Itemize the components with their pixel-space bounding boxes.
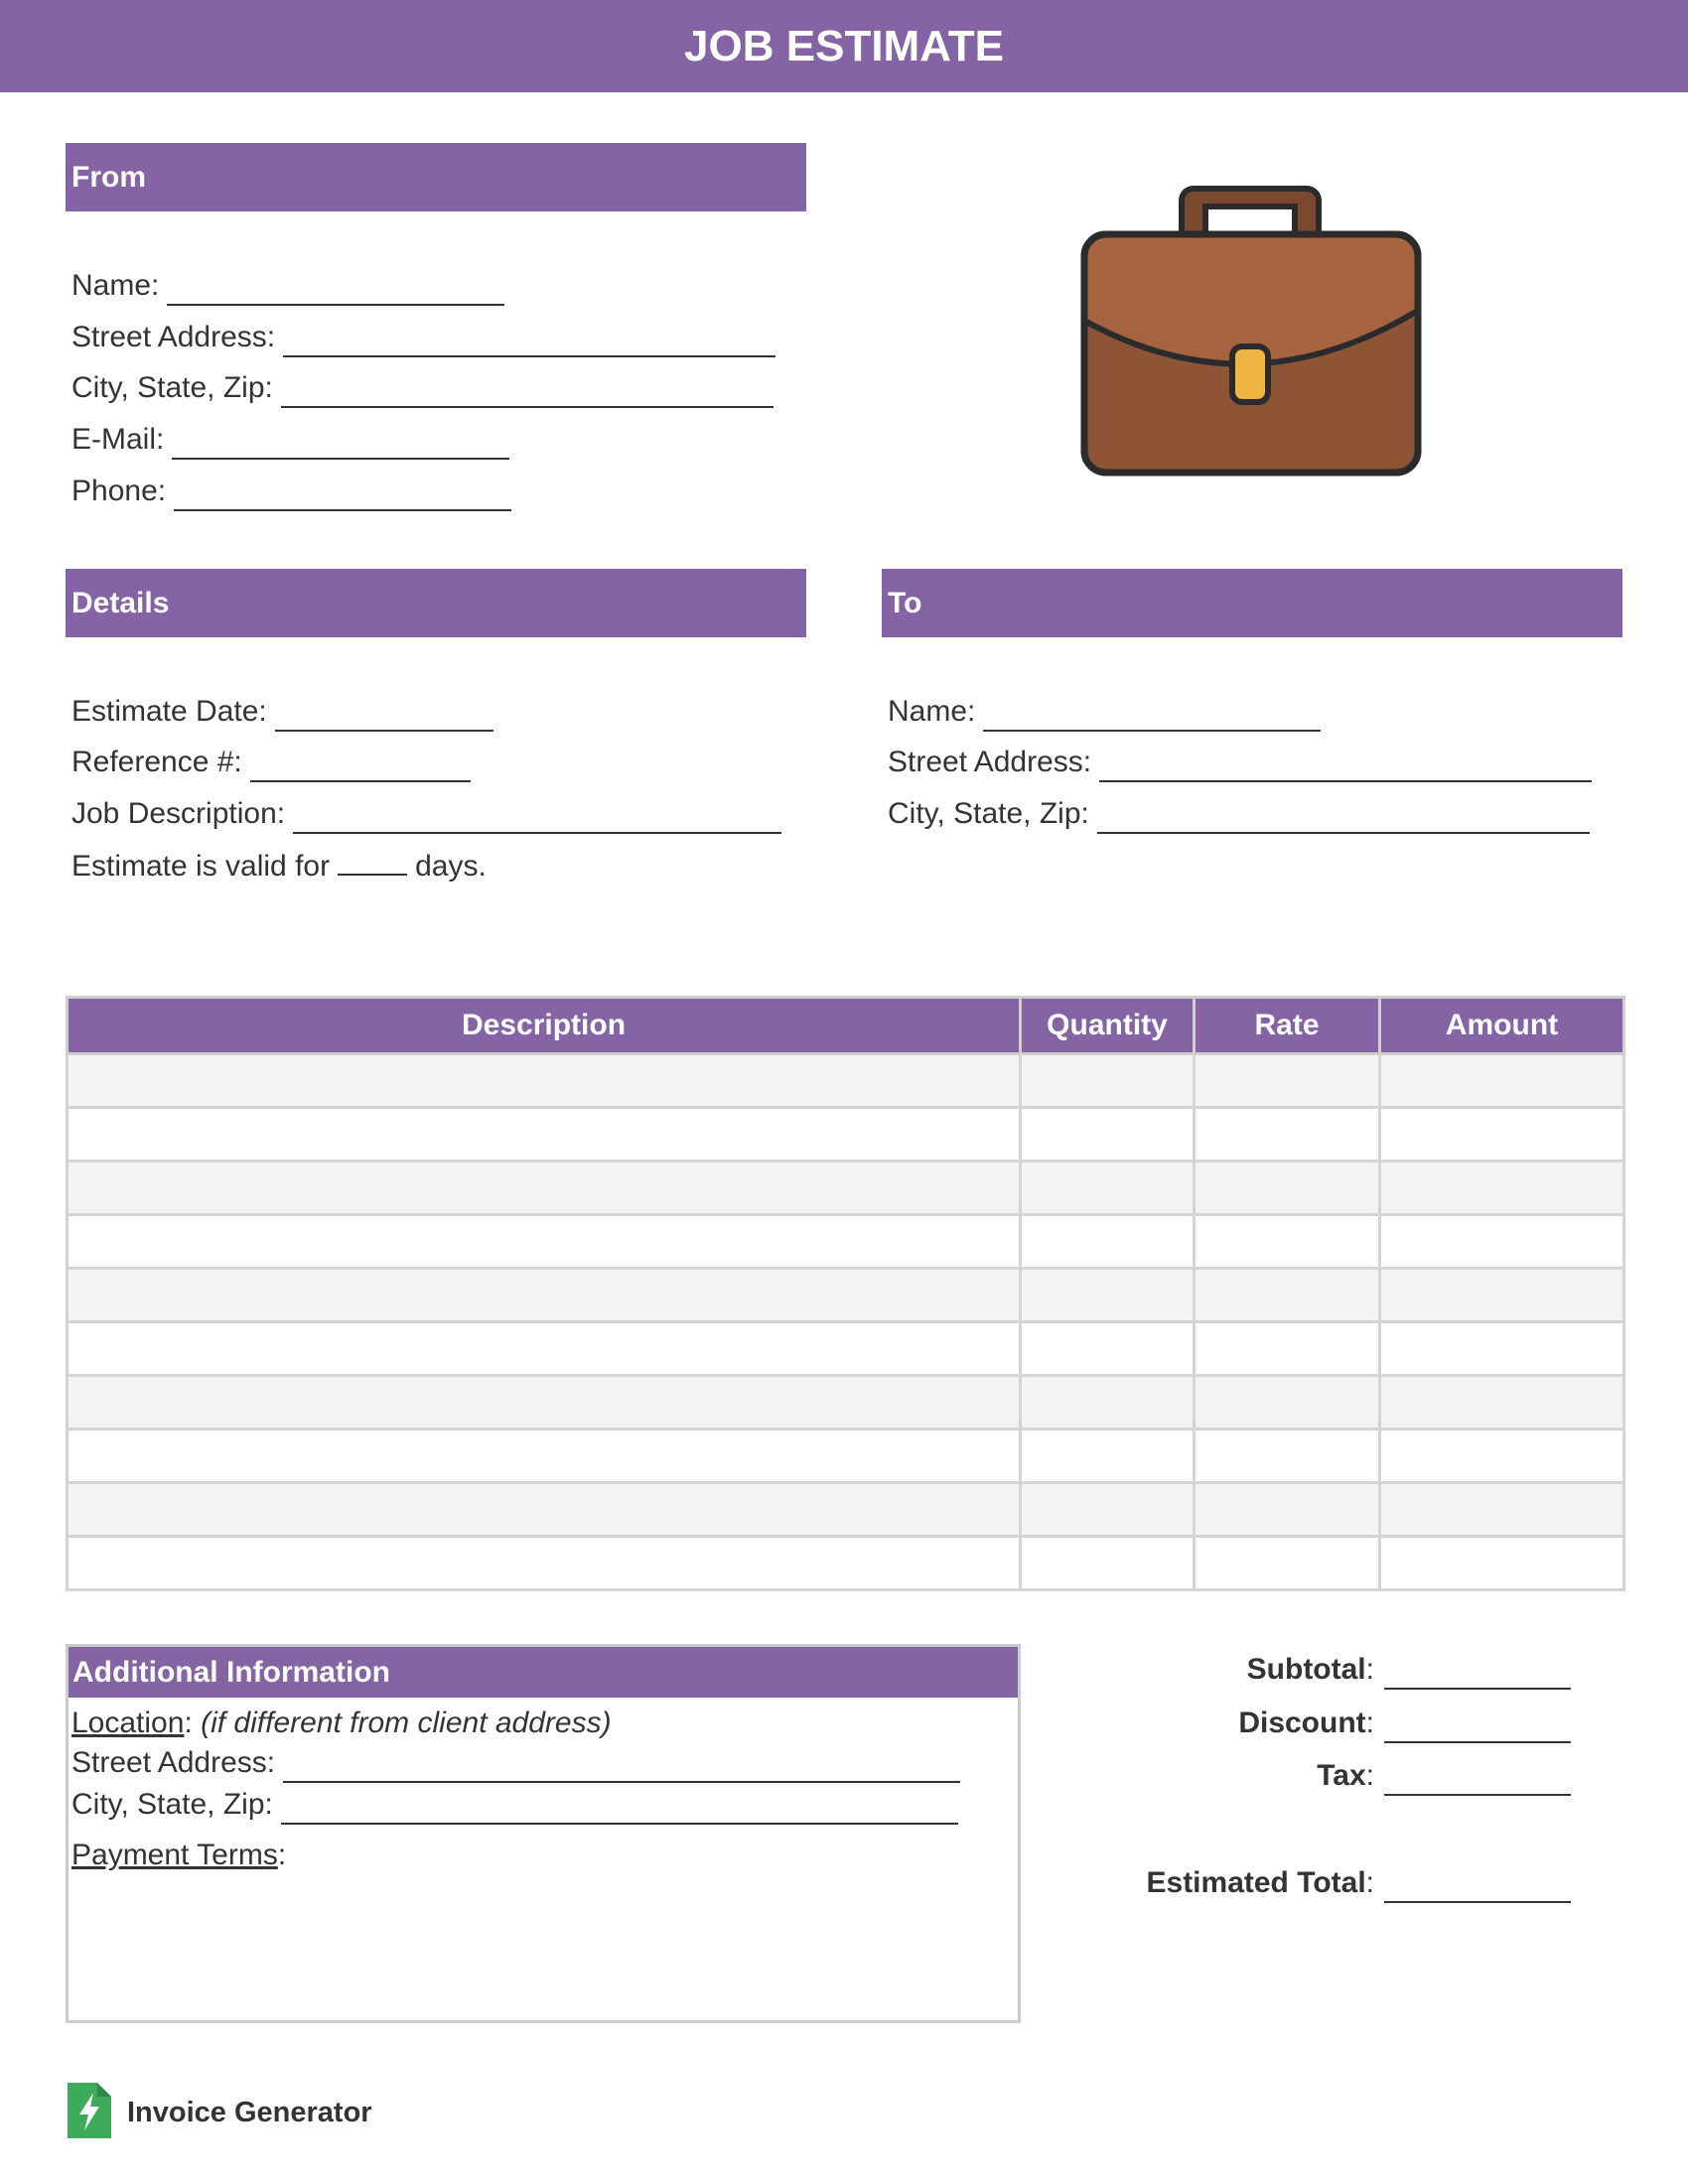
amount-cell[interactable] xyxy=(1380,1376,1624,1430)
addl-street-label: Street Address: xyxy=(71,1746,276,1779)
quantity-cell[interactable] xyxy=(1021,1322,1195,1376)
from-email-label: E-Mail: xyxy=(71,423,165,456)
job-description-field[interactable] xyxy=(71,794,781,834)
tax-line[interactable] xyxy=(1384,1764,1571,1796)
from-street-label: Street Address: xyxy=(71,321,276,353)
location-label: Location xyxy=(71,1706,185,1739)
rate-cell[interactable] xyxy=(1195,1054,1380,1108)
rate-cell[interactable] xyxy=(1195,1376,1380,1430)
estimate-date-label: Estimate Date: xyxy=(71,695,267,728)
to-name-label: Name: xyxy=(888,695,976,728)
amount-cell[interactable] xyxy=(1380,1215,1624,1269)
amount-cell[interactable] xyxy=(1380,1161,1624,1215)
payment-terms-line[interactable]: Payment Terms: xyxy=(71,1839,287,1871)
from-heading: From xyxy=(66,143,806,211)
table-row xyxy=(68,1483,1624,1537)
additional-info-heading: Additional Information xyxy=(69,1647,1018,1698)
from-city-field[interactable] xyxy=(71,368,774,408)
payment-terms-label: Payment Terms xyxy=(71,1839,278,1871)
to-city-field[interactable] xyxy=(888,794,1590,834)
table-row xyxy=(68,1322,1624,1376)
quantity-cell[interactable] xyxy=(1021,1430,1195,1483)
to-street-line[interactable] xyxy=(1099,751,1592,782)
description-cell[interactable] xyxy=(68,1108,1021,1161)
quantity-cell[interactable] xyxy=(1021,1161,1195,1215)
quantity-cell[interactable] xyxy=(1021,1215,1195,1269)
subtotal-label: Subtotal xyxy=(1246,1653,1366,1686)
description-cell[interactable] xyxy=(68,1376,1021,1430)
addl-street-field[interactable] xyxy=(71,1743,960,1783)
job-description-line[interactable] xyxy=(293,802,781,834)
addl-city-field[interactable] xyxy=(71,1785,958,1825)
from-phone-line[interactable] xyxy=(174,479,511,511)
details-heading: Details xyxy=(66,569,806,637)
to-street-label: Street Address: xyxy=(888,746,1092,778)
rate-cell[interactable] xyxy=(1195,1108,1380,1161)
subtotal-line[interactable] xyxy=(1384,1658,1571,1690)
discount-label: Discount xyxy=(1238,1706,1366,1739)
quantity-cell[interactable] xyxy=(1021,1269,1195,1322)
location-note: (if different from client address) xyxy=(201,1706,612,1739)
footer-brand: Invoice Generator xyxy=(127,2097,372,2128)
discount-line[interactable] xyxy=(1384,1711,1571,1743)
table-row xyxy=(68,1269,1624,1322)
validity-prefix: Estimate is valid for xyxy=(71,850,331,883)
from-name-line[interactable] xyxy=(167,274,504,306)
from-phone-label: Phone: xyxy=(71,475,167,507)
estimated-total-label: Estimated Total xyxy=(1146,1866,1366,1899)
discount-row[interactable]: Discount: xyxy=(1238,1704,1571,1743)
reference-label: Reference #: xyxy=(71,746,242,778)
validity-days-line[interactable] xyxy=(338,846,407,876)
table-row xyxy=(68,1537,1624,1590)
subtotal-row[interactable]: Subtotal: xyxy=(1247,1650,1571,1690)
quantity-cell[interactable] xyxy=(1021,1108,1195,1161)
briefcase-icon xyxy=(1078,183,1422,478)
estimate-date-line[interactable] xyxy=(275,700,493,732)
location-line: Location: (if different from client address) xyxy=(71,1706,612,1739)
rate-cell[interactable] xyxy=(1195,1215,1380,1269)
validity-suffix: days. xyxy=(415,850,487,883)
rate-cell[interactable] xyxy=(1195,1537,1380,1590)
from-email-field[interactable] xyxy=(71,420,509,460)
description-cell[interactable] xyxy=(68,1430,1021,1483)
addl-city-line[interactable] xyxy=(281,1793,958,1825)
rate-cell[interactable] xyxy=(1195,1161,1380,1215)
description-cell[interactable] xyxy=(68,1483,1021,1537)
to-city-label: City, State, Zip: xyxy=(888,797,1089,830)
to-street-field[interactable] xyxy=(888,743,1592,782)
description-cell[interactable] xyxy=(68,1054,1021,1108)
quantity-cell[interactable] xyxy=(1021,1054,1195,1108)
column-header-rate: Rate xyxy=(1195,998,1380,1054)
lightning-bolt-icon xyxy=(68,2083,111,2138)
quantity-cell[interactable] xyxy=(1021,1376,1195,1430)
amount-cell[interactable] xyxy=(1380,1108,1624,1161)
column-header-description: Description xyxy=(68,998,1021,1054)
rate-cell[interactable] xyxy=(1195,1483,1380,1537)
addl-city-label: City, State, Zip: xyxy=(71,1788,273,1821)
from-name-field[interactable] xyxy=(71,266,504,306)
from-city-label: City, State, Zip: xyxy=(71,371,273,404)
amount-cell[interactable] xyxy=(1380,1322,1624,1376)
amount-cell[interactable] xyxy=(1380,1537,1624,1590)
amount-cell[interactable] xyxy=(1380,1054,1624,1108)
totals-block xyxy=(1092,1650,1571,1908)
from-name-label: Name: xyxy=(71,269,160,302)
addl-street-line[interactable] xyxy=(283,1751,960,1783)
to-name-field[interactable] xyxy=(888,692,1321,732)
table-row xyxy=(68,1054,1624,1108)
from-city-line[interactable] xyxy=(281,376,774,408)
rate-cell[interactable] xyxy=(1195,1430,1380,1483)
estimate-date-field[interactable] xyxy=(71,692,493,732)
from-street-line[interactable] xyxy=(283,326,775,357)
reference-field[interactable] xyxy=(71,743,471,782)
description-cell[interactable] xyxy=(68,1322,1021,1376)
quantity-cell[interactable] xyxy=(1021,1483,1195,1537)
description-cell[interactable] xyxy=(68,1215,1021,1269)
table-row xyxy=(68,1430,1624,1483)
to-heading: To xyxy=(882,569,1622,637)
table-row xyxy=(68,1376,1624,1430)
to-city-line[interactable] xyxy=(1097,802,1590,834)
column-header-amount: Amount xyxy=(1380,998,1624,1054)
description-cell[interactable] xyxy=(68,1161,1021,1215)
page-title: JOB ESTIMATE xyxy=(0,0,1688,92)
table-row xyxy=(68,1215,1624,1269)
additional-info-box xyxy=(66,1644,1021,2023)
estimated-total-line[interactable] xyxy=(1384,1871,1571,1903)
description-cell[interactable] xyxy=(68,1537,1021,1590)
from-email-line[interactable] xyxy=(172,428,509,460)
rate-cell[interactable] xyxy=(1195,1322,1380,1376)
description-cell[interactable] xyxy=(68,1269,1021,1322)
reference-line[interactable] xyxy=(250,751,471,782)
table-row xyxy=(68,1108,1624,1161)
to-name-line[interactable] xyxy=(983,700,1321,732)
validity-line xyxy=(71,846,487,887)
column-header-quantity: Quantity xyxy=(1021,998,1195,1054)
table-row xyxy=(68,1161,1624,1215)
items-header-row xyxy=(68,998,1624,1054)
from-phone-field[interactable] xyxy=(71,472,511,511)
quantity-cell[interactable] xyxy=(1021,1537,1195,1590)
job-description-label: Job Description: xyxy=(71,797,286,830)
amount-cell[interactable] xyxy=(1380,1430,1624,1483)
amount-cell[interactable] xyxy=(1380,1483,1624,1537)
estimated-total-row[interactable]: Estimated Total: xyxy=(1147,1863,1572,1903)
items-table xyxy=(66,996,1625,1591)
amount-cell[interactable] xyxy=(1380,1269,1624,1322)
tax-row[interactable]: Tax: xyxy=(1317,1756,1571,1796)
tax-label: Tax xyxy=(1317,1759,1366,1792)
rate-cell[interactable] xyxy=(1195,1269,1380,1322)
from-street-field[interactable] xyxy=(71,318,775,357)
